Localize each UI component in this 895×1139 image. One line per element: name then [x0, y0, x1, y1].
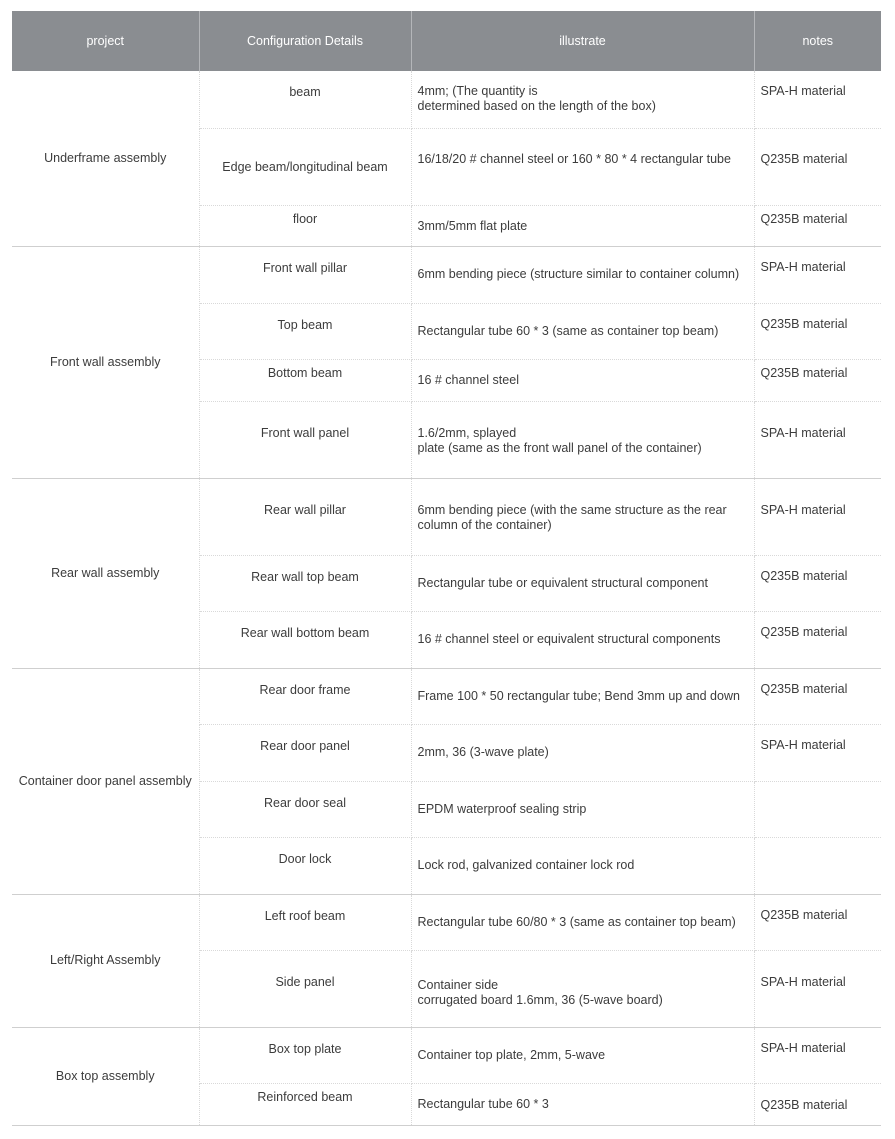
illustrate-cell [411, 724, 754, 781]
illustrate-cell [411, 555, 754, 611]
illustrate-text: Rectangular tube or equivalent structural component [417, 575, 708, 590]
illustrate-text: 3mm/5mm flat plate [417, 218, 528, 233]
config-text: Rear wall bottom beam [240, 625, 370, 640]
notes-cell [754, 611, 881, 668]
illustrate-cell [411, 781, 754, 837]
group-cell: Rear wall assembly [12, 478, 199, 668]
illustrate-cell [411, 128, 754, 205]
header-configuration-details: Configuration Details [199, 11, 411, 71]
table-row [12, 1027, 881, 1083]
notes-text: Q235B material [760, 624, 848, 639]
notes-text: Q235B material [760, 907, 848, 922]
illustrate-text: 2mm, 36 (3-wave plate) [417, 744, 549, 759]
notes-cell [754, 205, 881, 246]
notes-text: Q235B material [760, 316, 848, 331]
notes-cell [754, 894, 881, 950]
config-cell [199, 303, 411, 359]
illustrate-cell [411, 668, 754, 724]
notes-text: SPA-H material [760, 502, 846, 517]
notes-cell [754, 555, 881, 611]
config-cell [199, 205, 411, 246]
config-text: Door lock [278, 851, 332, 866]
notes-text: SPA-H material [760, 974, 846, 989]
table-row [12, 668, 881, 724]
config-cell [199, 1027, 411, 1083]
notes-cell [754, 724, 881, 781]
config-cell [199, 478, 411, 555]
illustrate-text: Container top plate, 2mm, 5-wave [417, 1047, 606, 1062]
group-cell: Left/Right Assembly [12, 894, 199, 1027]
group-cell: Front wall assembly [12, 246, 199, 478]
illustrate-text: Rectangular tube 60 * 3 (same as container top beam) [417, 323, 719, 338]
notes-cell [754, 401, 881, 478]
config-text: Rear wall top beam [251, 569, 359, 584]
table-header [12, 11, 881, 71]
notes-cell [754, 303, 881, 359]
config-cell [199, 555, 411, 611]
notes-text: Q235B material [760, 365, 848, 380]
notes-text: SPA-H material [760, 259, 846, 274]
table-body [12, 71, 881, 1125]
config-text: Front wall panel [260, 425, 350, 440]
notes-text: Q235B material [760, 681, 848, 696]
notes-cell [754, 478, 881, 555]
config-table [12, 11, 881, 1126]
illustrate-text: 6mm bending piece (structure similar to container column) [417, 266, 740, 281]
illustrate-text: 6mm bending piece (with the same structure as the rear column of the container) [417, 502, 727, 532]
notes-cell [754, 781, 881, 837]
illustrate-text: 16 # channel steel [417, 372, 519, 387]
notes-cell [754, 1027, 881, 1083]
config-cell [199, 724, 411, 781]
illustrate-cell [411, 1083, 754, 1125]
notes-text: SPA-H material [760, 84, 846, 98]
notes-text: SPA-H material [760, 425, 846, 440]
illustrate-text: Frame 100 * 50 rectangular tube; Bend 3mm up and down [417, 688, 740, 703]
illustrate-cell [411, 1027, 754, 1083]
config-text: Rear door frame [259, 682, 351, 697]
illustrate-text: Rectangular tube 60/80 * 3 (same as container top beam) [417, 914, 736, 929]
config-cell [199, 611, 411, 668]
notes-text: Q235B material [760, 151, 848, 166]
illustrate-text: 1.6/2mm, splayed plate (same as the front wall panel of the container) [417, 425, 702, 455]
notes-text [755, 838, 882, 851]
config-text: Rear door panel [260, 738, 350, 753]
header-illustrate: illustrate [411, 11, 754, 71]
config-cell [199, 950, 411, 1027]
config-cell [199, 1083, 411, 1125]
notes-text: Q235B material [760, 1097, 848, 1112]
config-text: Front wall pillar [262, 260, 348, 275]
illustrate-cell [411, 611, 754, 668]
config-text: Top beam [277, 317, 333, 332]
notes-text: SPA-H material [760, 1040, 846, 1055]
notes-cell [754, 668, 881, 724]
notes-text: SPA-H material [760, 737, 846, 752]
config-text: Side panel [275, 974, 335, 989]
config-cell [199, 71, 411, 128]
illustrate-cell [411, 71, 754, 128]
header-notes: notes [754, 11, 881, 71]
illustrate-cell [411, 205, 754, 246]
config-cell [199, 401, 411, 478]
config-text: Rear door seal [264, 795, 346, 810]
illustrate-cell [411, 303, 754, 359]
header-project: project [12, 11, 199, 71]
illustrate-cell [411, 950, 754, 1027]
group-cell: Box top assembly [12, 1027, 199, 1125]
config-text: Box top plate [268, 1041, 342, 1056]
notes-cell [754, 1083, 881, 1125]
notes-text: Q235B material [760, 211, 848, 226]
config-cell [199, 128, 411, 205]
config-text: Reinforced beam [257, 1089, 353, 1104]
config-text: floor [292, 211, 318, 226]
config-text: Left roof beam [264, 908, 346, 923]
illustrate-cell [411, 837, 754, 894]
table-row [12, 246, 881, 303]
config-cell [199, 781, 411, 837]
config-cell [199, 837, 411, 894]
illustrate-text: 4mm; (The quantity is determined based on the length of the box) [417, 84, 656, 113]
config-cell [199, 246, 411, 303]
illustrate-cell [411, 478, 754, 555]
illustrate-text: 16 # channel steel or equivalent structural components [417, 631, 721, 646]
config-text: Edge beam/longitudinal beam [222, 159, 388, 174]
table-row [12, 478, 881, 555]
notes-cell [754, 950, 881, 1027]
illustrate-cell [411, 359, 754, 401]
group-cell: Underframe assembly [12, 71, 199, 246]
config-text: Bottom beam [267, 365, 343, 380]
header-row [12, 11, 881, 71]
config-text: Rear wall pillar [264, 502, 346, 517]
illustrate-text: Rectangular tube 60 * 3 [417, 1096, 549, 1111]
illustrate-cell [411, 894, 754, 950]
group-cell: Container door panel assembly [12, 668, 199, 894]
notes-cell [754, 359, 881, 401]
illustrate-text: Lock rod, galvanized container lock rod [417, 857, 635, 872]
config-cell [199, 894, 411, 950]
config-cell [199, 359, 411, 401]
notes-cell [754, 71, 881, 128]
notes-text [755, 782, 882, 795]
config-cell [199, 668, 411, 724]
notes-text: Q235B material [760, 568, 848, 583]
illustrate-text: EPDM waterproof sealing strip [417, 801, 587, 816]
illustrate-cell [411, 401, 754, 478]
notes-cell [754, 837, 881, 894]
notes-cell [754, 246, 881, 303]
notes-cell [754, 128, 881, 205]
table-row [12, 71, 881, 128]
config-text: beam [289, 85, 321, 99]
illustrate-text: 16/18/20 # channel steel or 160 * 80 * 4 rectangular tube [417, 151, 731, 166]
illustrate-text: Container side corrugated board 1.6mm, 36 (5-wave board) [417, 977, 663, 1007]
illustrate-cell [411, 246, 754, 303]
table-row [12, 894, 881, 950]
